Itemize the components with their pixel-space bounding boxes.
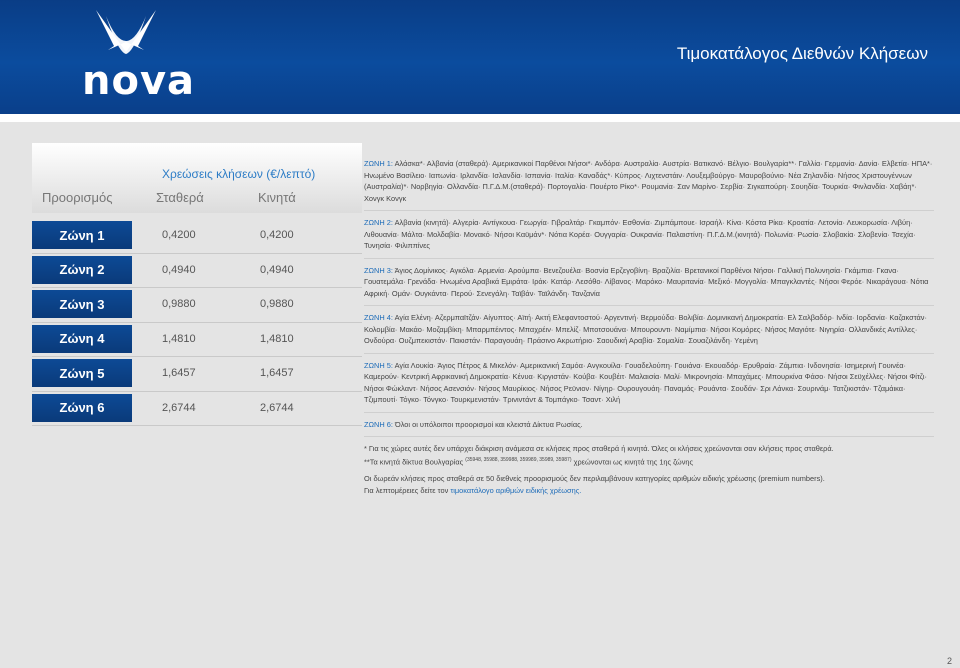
bulgaria-codes: (35948, 35988, 359988, 359989, 35989, 35987)	[465, 456, 572, 463]
table-header	[32, 143, 362, 213]
zone-descriptions	[364, 158, 934, 496]
footnotes	[364, 443, 934, 496]
zone-title: ΖΩΝΗ 4:	[364, 313, 393, 322]
zone-countries: Άγιος Δομίνικος· Αγκόλα· Αρμενία· Αρούμπα· Βενεζουέλα· Βοσνία Ερζεγοβίνη· Βραζιλία· Βρετανικοί Παρθένοι Νήσοι· Γαλλική Πολυνησία· Γκάμπια· Γκανα· Γουατεμάλα· Γρενάδα· Ηνωμένα Αραβικά Εμιράτα· Ιράκ· Κατάρ· Λεσόθο· Λίβανος· Μαρόκο· Μαυριτανία· Μεξικό· Μογγολία· Μπαγκλαντές· Νήσοι Φερόε· Νικαράγουα· Νότια Αφρική· Ομάν· Ουγκάντα· Περού· Σενεγάλη· Ταϊβάν· Ταϊλάνδη· Τανζανία	[364, 265, 929, 298]
zone-4-block	[364, 312, 934, 347]
table-row	[32, 219, 362, 254]
charges-header: Χρεώσεις κλήσεων (€/λεπτό)	[162, 167, 316, 181]
note-details-prefix: Για λεπτομέρειες δείτε τον	[364, 485, 449, 495]
page-number: 2	[946, 656, 952, 666]
fixed-rate: 0,9880	[162, 298, 196, 310]
zone-3-block	[364, 265, 934, 300]
footnote-doublestar-suffix: χρεώνονται ως κινητά της 1ης ζώνης	[573, 456, 694, 466]
note-details	[364, 485, 934, 497]
zone-countries: Αγία Λουκία· Άγιος Πέτρος & Μικελόν· Αμερικανική Σαμόα· Ανγκουίλα· Γουαδελούπη· Γουιάνα· Εκουαδόρ· Ερυθραία· Ζάμπια· Ινδονησία· Ισημερινή Γουινέα· Καμερούν· Κεντρική Αφρικανική Δημοκρατία· Κένυα· Κιργιστάν· Κούβα· Κουβέιτ· Μαλαισία· Μαλί· Μικρονησία· Μπαχάμες· Μπουρκίνα Φάσο· Νήσοι Σεϋχέλλες· Νήσοι Φίτζι· Νήσοι Φώκλαντ· Νήσος Ασενσιόν· Νήσος Μαυρίκιος· Νήσος Ρεϋνιον· Νίγηρ· Ουρουγουάη· Παναμάς· Ρουάντα· Σουδάν· Σρι Λάνκα· Σουρινάμ· Τατζικιστάν· Τζαμάικα· Τζιμπουτί· Τόγκο· Τόνγκο· Τουρκμενιστάν· Τρινιντάντ & Τομπάγκο· Τσαντ· Χιλή	[364, 360, 927, 404]
footnote-doublestar-prefix: **Τα κινητά δίκτυα Βουλγαρίας	[364, 456, 464, 466]
note-free-calls: Οι δωρεάν κλήσεις προς σταθερά σε 50 διεθνείς προορισμούς δεν περιλαμβάνουν κατηγορίες αριθμών ειδικής χρέωσης (premium numbers).	[364, 474, 825, 484]
zone-label: Ζώνη 5	[32, 359, 132, 387]
footnote-star: * Για τις χώρες αυτές δεν υπάρχει διάκριση ανάμεσα σε κλήσεις προς σταθερά ή κινητά. Όλες οι κλήσεις χρεώνονται σαν κλήσεις προς σταθερά.	[364, 444, 834, 453]
brand-logo-text: nova	[82, 58, 196, 104]
table-row	[32, 357, 362, 392]
mobile-rate: 0,4200	[260, 229, 294, 241]
col-fixed: Σταθερά	[156, 190, 204, 205]
table-row	[32, 254, 362, 289]
header	[0, 0, 960, 122]
zone-countries: Αλάσκα*· Αλβανία (σταθερά)· Αμερικανικοί Παρθένοι Νήσοι*· Ανδόρα· Αυστραλία· Αυστρία· Βατικανό· Βέλγιο· Βουλγαρία**· Γαλλία· Γερμανία· Δανία· Ελβετία· ΗΠΑ*· Ηνωμένο Βασίλειο· Ιαπωνία· Ιρλανδία· Ισλανδία· Ισπανία· Ιταλία· Καναδάς*· Κύπρος· Λιχτενστάιν· Λουξεμβούργο· Μαυροβούνιο· Νέα Ζηλανδία· Νήσος Χριστουγέννων (Αυστραλία)*· Νορβηγία· Ολλανδία· Π.Γ.Δ.Μ.(σταθερά)· Πορτογαλία· Πουέρτο Ρίκο*· Ρουμανία· Σαν Μαρίνο· Σερβία· Σιγκαπούρη· Σουηδία· Τουρκία· Φινλανδία· Χαβάη*· Χονγκ Κονγκ	[364, 159, 933, 203]
zone-label: Ζώνη 2	[32, 256, 132, 284]
zone-title: ΖΩΝΗ 3:	[364, 265, 393, 275]
fixed-rate: 2,6744	[162, 401, 196, 414]
mobile-rate: 2,6744	[260, 401, 294, 414]
rate-table	[32, 143, 362, 433]
zone-countries: Αλβανία (κινητά)· Αλγερία· Αντίγκουα· Γεωργία· Γιβραλτάρ· Γκαμπόν· Εσθονία· Ζιμπάμπουε· Ισραήλ· Κίνα· Κόστα Ρίκα· Κροατία· Λετονία· Λευκορωσία· Λιβύη· Λιθουανία· Μάλτα· Μολδαβία· Μονακό· Νήσοι Καϋμάν*· Νότια Κορέα· Ουγγαρία· Ουκρανία· Παλαιστίνη· Π.Γ.Δ.Μ.(κινητά)· Πολωνία· Ρωσία· Σλοβακία· Σλοβενία· Τσεχία· Τυνησία· Φιλιππίνες	[364, 218, 916, 250]
zone-label: Ζώνη 1	[32, 221, 132, 249]
mobile-rate: 1,4810	[260, 332, 294, 345]
fixed-rate: 0,4940	[162, 263, 196, 276]
table-row	[32, 288, 362, 323]
mobile-rate: 0,9880	[260, 298, 294, 310]
col-destination: Προορισμός	[42, 190, 113, 205]
fixed-rate: 1,6457	[162, 367, 196, 379]
zone-title: ΖΩΝΗ 1:	[364, 159, 393, 168]
footnote-doublestar	[364, 455, 934, 468]
table-row	[32, 392, 362, 427]
zone-title: ΖΩΝΗ 6:	[364, 419, 393, 429]
col-mobile: Κινητά	[258, 190, 296, 205]
page-title: Τιμοκατάλογος Διεθνών Κλήσεων	[676, 44, 928, 63]
zone-countries: Αγία Ελένη· Αζερμπαϊτζάν· Αίγυπτος· Αϊτή· Ακτή Ελεφαντοστού· Αργεντινή· Βερμούδα· Βολιβία· Δομινικανή Δημοκρατία· Ελ Σαλβαδόρ· Ινδία· Ιορδανία· Καζακστάν· Κολομβία· Μακάο· Μοζαμβίκη· Μπαρμπέιντος· Μπαχρέιν· Μπελίζ· Μποτσουάνα· Μπουρουντι· Ναμίμπια· Νήσοι Κομόρες· Νήσος Μαγιότε· Νιγηρία· Ολλανδικές Αντίλλες· Ονδούρα· Ουζμπεκιστάν· Πακιστάν· Παραγουάη· Πράσινο Ακρωτήριο· Σαουδική Αραβία· Σομαλία· Σουαζιλάνδη· Υεμένη	[364, 313, 927, 345]
zone-label: Ζώνη 3	[32, 290, 132, 318]
table-row	[32, 323, 362, 358]
zone-label: Ζώνη 4	[32, 325, 132, 353]
premium-pricelist-link[interactable]: τιμοκατάλογο αριθμών ειδικής χρέωσης.	[450, 485, 582, 495]
zone-6-block	[364, 419, 934, 431]
table-rows	[32, 219, 362, 426]
zone-title: ΖΩΝΗ 5:	[364, 360, 393, 370]
zone-label: Ζώνη 6	[32, 394, 132, 422]
zone-1-block	[364, 158, 934, 204]
mobile-rate: 0,4940	[260, 263, 294, 276]
zone-2-block	[364, 217, 934, 252]
zone-countries: Όλοι οι υπόλοιποι προορισμοί και κλειστά Δίκτυα Ρωσίας.	[395, 419, 583, 429]
zone-title: ΖΩΝΗ 2:	[364, 218, 393, 227]
mobile-rate: 1,6457	[260, 367, 294, 379]
zone-5-block	[364, 360, 934, 406]
fixed-rate: 0,4200	[162, 229, 196, 241]
fixed-rate: 1,4810	[162, 332, 196, 345]
